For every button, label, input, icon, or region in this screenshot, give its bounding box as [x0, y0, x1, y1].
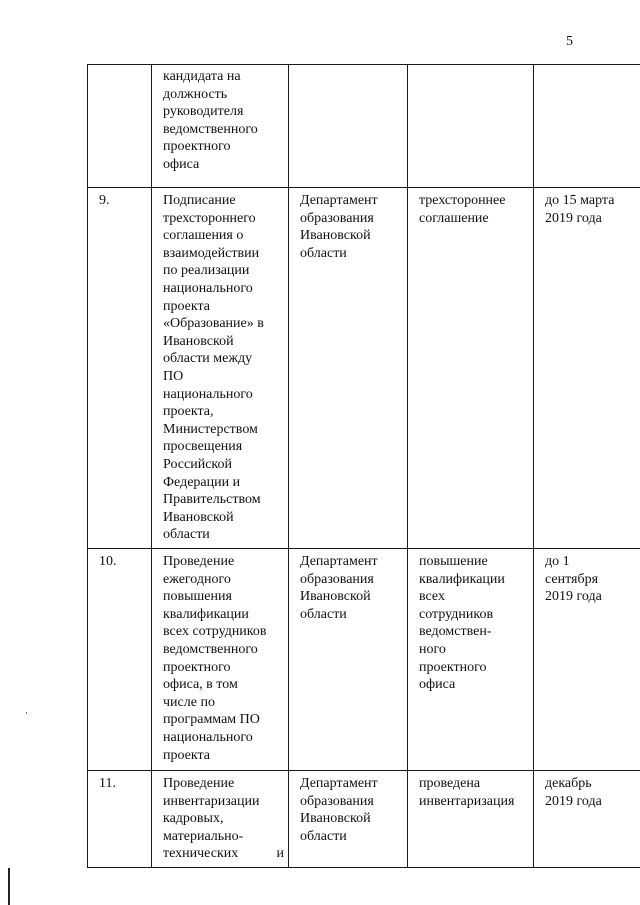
action-text-justified-line: технических и: [163, 846, 284, 862]
row-number-cell: 11.: [88, 771, 152, 868]
deadline-cell: [534, 65, 640, 188]
action-cell: Подписание трехстороннего соглашения о взаимодействии по реализации национального проекта «Образование» в Ивановской области между ПО национального проекта, Министерством просвещения Российской Федерации и Правительством Ивановской области: [152, 188, 289, 549]
table-row: [88, 549, 640, 771]
action-text: Проведение инвентаризации кадровых, материально-: [163, 776, 260, 844]
action-cell: Проведение ежегодного повышения квалификации всех сотрудников ведомственного проектного офиса, в том числе по программам ПО национального проекта: [152, 549, 289, 771]
row-number-cell: 9.: [88, 188, 152, 549]
scan-speck: [26, 712, 27, 714]
plan-table: [87, 64, 640, 868]
responsible-cell: Департамент образования Ивановской области: [289, 771, 408, 868]
result-cell: [408, 65, 534, 188]
table-row: [88, 771, 640, 868]
result-cell: проведена инвентаризация: [408, 771, 534, 868]
page-number: 5: [566, 34, 573, 49]
action-cell: кандидата на должность руководителя ведомственного проектного офиса: [152, 65, 289, 188]
responsible-cell: Департамент образования Ивановской области: [289, 188, 408, 549]
responsible-cell: Департамент образования Ивановской области: [289, 549, 408, 771]
deadline-cell: декабрь 2019 года: [534, 771, 640, 868]
row-number-cell: 10.: [88, 549, 152, 771]
deadline-cell: до 1 сентября 2019 года: [534, 549, 640, 771]
row-number-cell: [88, 65, 152, 188]
margin-scan-mark: [8, 868, 10, 905]
result-cell: повышение квалификации всех сотрудников ведомствен- ного проектного офиса: [408, 549, 534, 771]
table-row: [88, 188, 640, 549]
action-cell: [152, 771, 289, 868]
table-row: [88, 65, 640, 188]
responsible-cell: [289, 65, 408, 188]
deadline-cell: до 15 марта 2019 года: [534, 188, 640, 549]
result-cell: трехстороннее соглашение: [408, 188, 534, 549]
